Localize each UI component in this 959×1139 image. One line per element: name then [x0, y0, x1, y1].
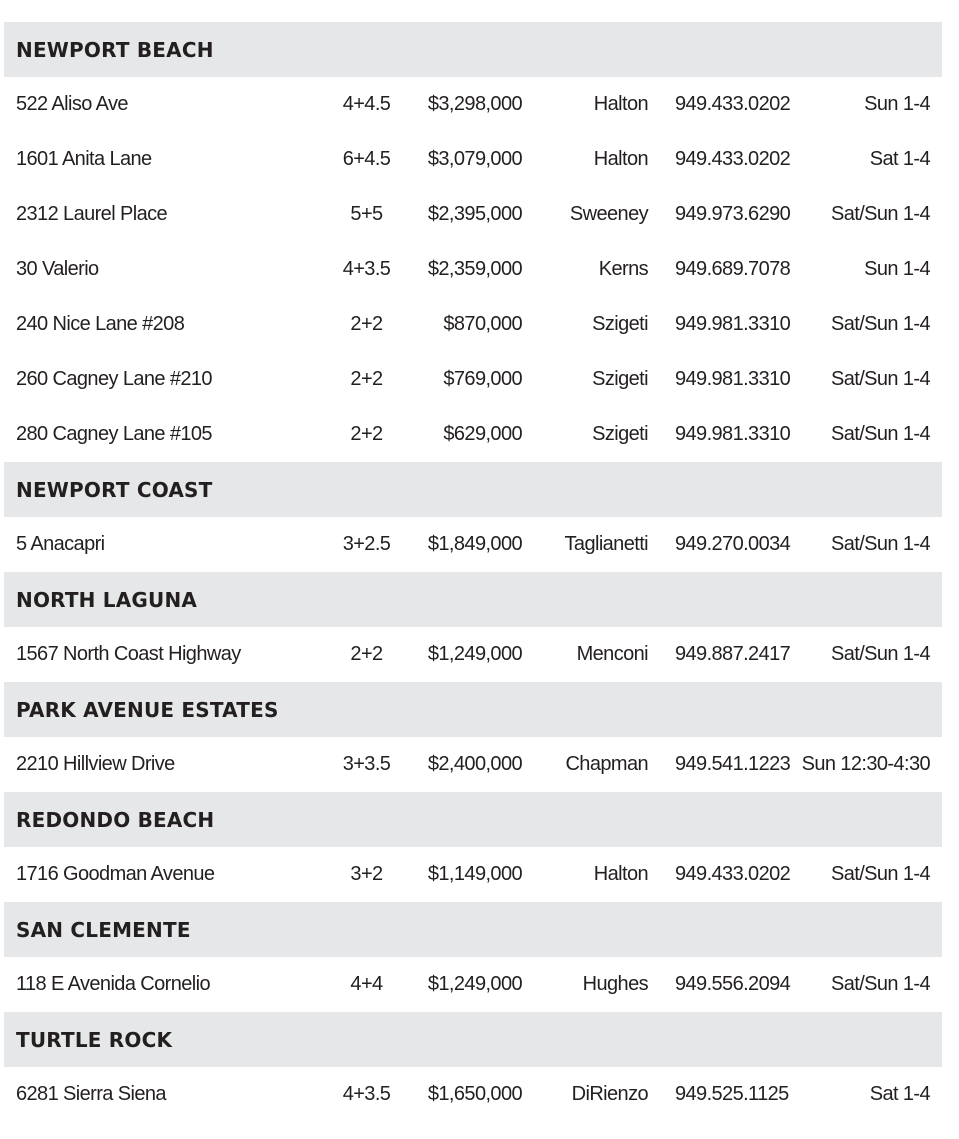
- neighborhood-section: [4, 792, 942, 902]
- listing-agent: Szigeti: [592, 313, 648, 335]
- listing-open-house-time: Sat/Sun 1-4: [830, 423, 930, 445]
- listing-row: [4, 1067, 942, 1122]
- listing-phone: 949.433.0202: [675, 93, 791, 115]
- listing-price: $629,000: [443, 423, 522, 445]
- listing-row: [4, 352, 942, 407]
- listing-agent: Hughes: [582, 973, 648, 995]
- listing-open-house-time: Sun 1-4: [864, 258, 930, 280]
- open-house-listing-table: [4, 22, 942, 1122]
- listing-phone: 949.689.7078: [675, 258, 791, 280]
- listing-open-house-time: Sun 1-4: [864, 93, 930, 115]
- listing-beds-baths: 2+2: [350, 643, 383, 665]
- listing-address: 2210 Hillview Drive: [16, 753, 175, 775]
- listing-price: $2,359,000: [427, 258, 522, 280]
- listing-beds-baths: 4+4.5: [342, 93, 391, 115]
- listing-open-house-time: Sat/Sun 1-4: [830, 368, 930, 390]
- listing-beds-baths: 4+3.5: [342, 258, 391, 280]
- neighborhood-header: NORTH LAGUNA: [4, 572, 942, 627]
- listing-address: 1716 Goodman Avenue: [16, 863, 215, 885]
- listing-open-house-time: Sat/Sun 1-4: [830, 203, 930, 225]
- listing-open-house-time: Sat/Sun 1-4: [830, 643, 930, 665]
- listing-price: $1,249,000: [427, 973, 522, 995]
- listing-price: $1,650,000: [427, 1083, 522, 1105]
- listing-phone: 949.433.0202: [675, 148, 791, 170]
- listing-phone: 949.556.2094: [675, 973, 791, 995]
- listing-address: 118 E Avenida Cornelio: [16, 973, 210, 995]
- listing-open-house-time: Sat/Sun 1-4: [830, 313, 930, 335]
- listing-row: [4, 957, 942, 1012]
- listing-address: 1601 Anita Lane: [16, 148, 152, 170]
- listing-row: [4, 847, 942, 902]
- listing-agent: Szigeti: [592, 368, 648, 390]
- listing-address: 522 Aliso Ave: [16, 93, 128, 115]
- listing-row: [4, 132, 942, 187]
- listing-phone: 949.433.0202: [675, 863, 791, 885]
- listing-agent: Menconi: [576, 643, 648, 665]
- listing-beds-baths: 4+3.5: [342, 1083, 391, 1105]
- listing-agent: Halton: [593, 863, 648, 885]
- listing-beds-baths: 4+4: [350, 973, 383, 995]
- listing-row: [4, 407, 942, 462]
- listing-row: [4, 242, 942, 297]
- listing-beds-baths: 3+2.5: [342, 533, 391, 555]
- listing-open-house-time: Sun 12:30-4:30: [801, 753, 930, 775]
- listing-address: 260 Cagney Lane #210: [16, 368, 212, 390]
- listing-open-house-time: Sat/Sun 1-4: [830, 533, 930, 555]
- neighborhood-section: [4, 572, 942, 682]
- neighborhood-header: SAN CLEMENTE: [4, 902, 942, 957]
- listing-beds-baths: 3+3.5: [342, 753, 391, 775]
- listing-open-house-time: Sat/Sun 1-4: [830, 863, 930, 885]
- listing-row: [4, 737, 942, 792]
- listing-price: $2,395,000: [427, 203, 522, 225]
- neighborhood-header: NEWPORT BEACH: [4, 22, 942, 77]
- listing-beds-baths: 2+2: [350, 313, 383, 335]
- listing-beds-baths: 2+2: [350, 423, 383, 445]
- listing-row: [4, 187, 942, 242]
- listing-agent: DiRienzo: [571, 1083, 648, 1105]
- listing-phone: 949.270.0034: [675, 533, 791, 555]
- listing-address: 5 Anacapri: [16, 533, 105, 555]
- listing-beds-baths: 3+2: [350, 863, 383, 885]
- listing-agent: Sweeney: [569, 203, 648, 225]
- listing-agent: Taglianetti: [564, 533, 648, 555]
- listing-row: [4, 297, 942, 352]
- listing-price: $1,149,000: [427, 863, 522, 885]
- listing-open-house-time: Sat 1-4: [869, 148, 930, 170]
- listing-agent: Halton: [593, 148, 648, 170]
- listing-address: 1567 North Coast Highway: [16, 643, 241, 665]
- listing-phone: 949.973.6290: [675, 203, 791, 225]
- neighborhood-header: NEWPORT COAST: [4, 462, 942, 517]
- listing-row: [4, 77, 942, 132]
- listing-agent: Halton: [593, 93, 648, 115]
- listing-phone: 949.541.1223: [675, 753, 791, 775]
- listing-phone: 949.981.3310: [675, 423, 791, 445]
- listing-address: 30 Valerio: [16, 258, 99, 280]
- listing-beds-baths: 5+5: [350, 203, 383, 225]
- neighborhood-header: REDONDO BEACH: [4, 792, 942, 847]
- listing-price: $2,400,000: [427, 753, 522, 775]
- neighborhood-header: TURTLE ROCK: [4, 1012, 942, 1067]
- neighborhood-section: [4, 1012, 942, 1122]
- listing-row: [4, 627, 942, 682]
- listing-agent: Chapman: [565, 753, 648, 775]
- neighborhood-section: [4, 902, 942, 1012]
- listing-open-house-time: Sat 1-4: [869, 1083, 930, 1105]
- listing-price: $3,079,000: [427, 148, 522, 170]
- listing-price: $870,000: [443, 313, 522, 335]
- listing-price: $1,849,000: [427, 533, 522, 555]
- neighborhood-section: [4, 682, 942, 792]
- neighborhood-section: [4, 22, 942, 462]
- listing-beds-baths: 6+4.5: [342, 148, 391, 170]
- neighborhood-section: [4, 462, 942, 572]
- listing-phone: 949.981.3310: [675, 368, 791, 390]
- listing-price: $769,000: [443, 368, 522, 390]
- listing-price: $3,298,000: [427, 93, 522, 115]
- listing-address: 240 Nice Lane #208: [16, 313, 185, 335]
- listing-phone: 949.525.1125: [675, 1083, 789, 1105]
- listing-phone: 949.981.3310: [675, 313, 791, 335]
- listing-phone: 949.887.2417: [675, 643, 791, 665]
- listing-agent: Szigeti: [592, 423, 648, 445]
- listing-address: 280 Cagney Lane #105: [16, 423, 212, 445]
- neighborhood-header: PARK AVENUE ESTATES: [4, 682, 942, 737]
- listing-agent: Kerns: [598, 258, 648, 280]
- listing-beds-baths: 2+2: [350, 368, 383, 390]
- listing-row: [4, 517, 942, 572]
- listing-open-house-time: Sat/Sun 1-4: [830, 973, 930, 995]
- listing-address: 2312 Laurel Place: [16, 203, 168, 225]
- listing-address: 6281 Sierra Siena: [16, 1083, 166, 1105]
- listing-price: $1,249,000: [427, 643, 522, 665]
